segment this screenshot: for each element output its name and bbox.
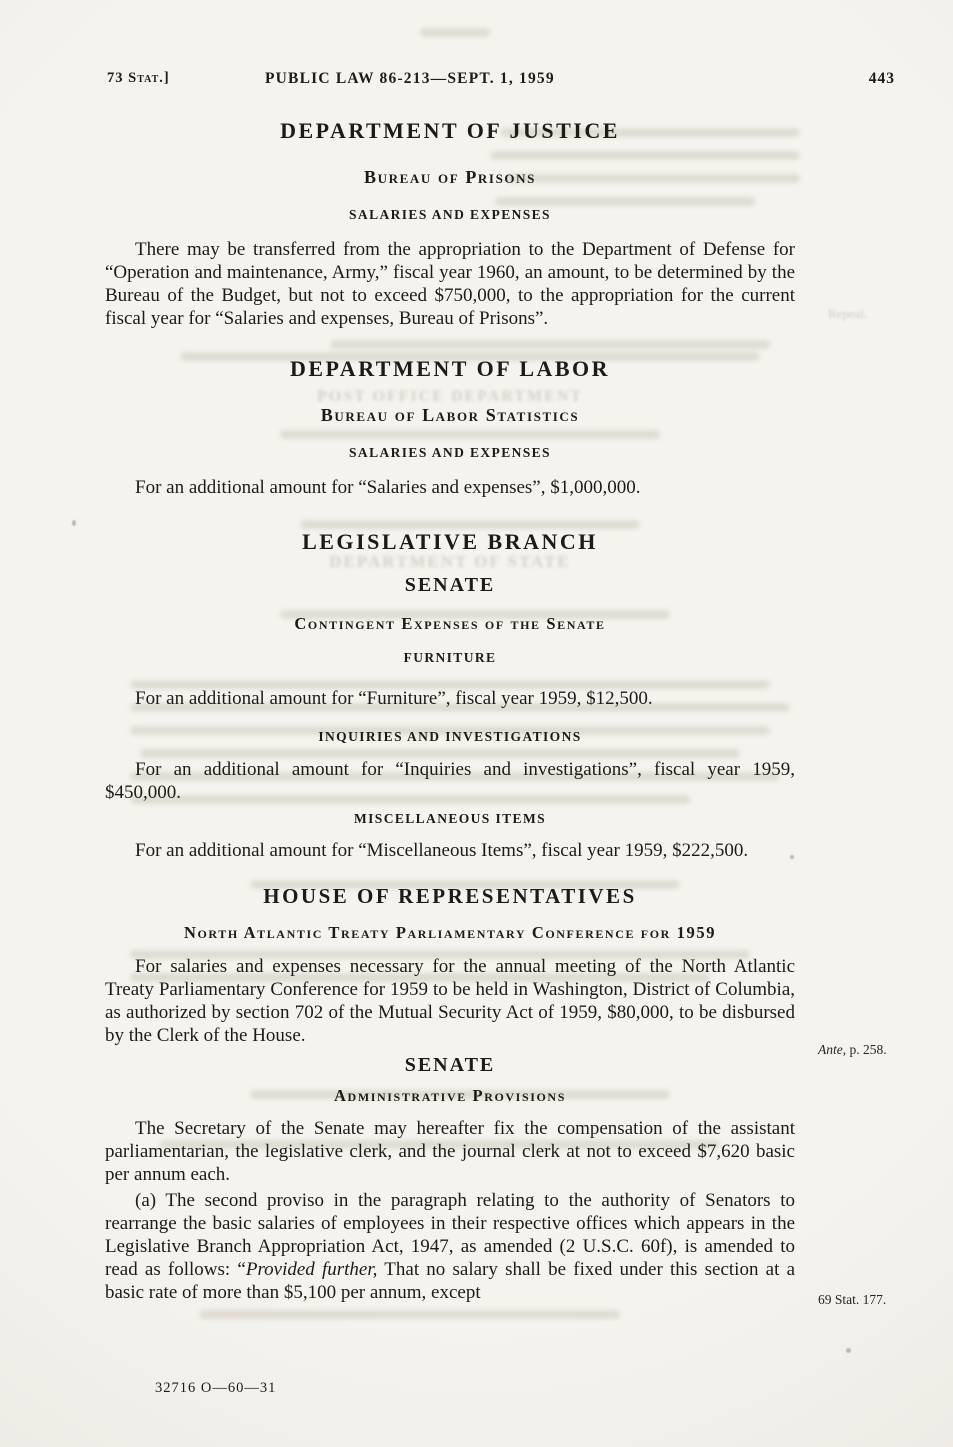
- legislative-title: LEGISLATIVE BRANCH: [302, 529, 598, 554]
- house-title: HOUSE OF REPRESENTATIVES: [263, 884, 637, 908]
- margin-note-ante-rest: p. 258.: [846, 1042, 887, 1057]
- senate-title: SENATE: [404, 574, 496, 596]
- miscellaneous-caption: MISCELLANEOUS ITEMS: [353, 811, 546, 826]
- admin-paragraph-2: [105, 1189, 795, 1304]
- contingent-expenses-heading: Contingent Expenses of the Senate: [294, 614, 606, 633]
- section-labor: [105, 356, 795, 499]
- scan-speck: [72, 520, 76, 526]
- nato-conference-heading: North Atlantic Treaty Parliamentary Conference for 1959: [183, 923, 717, 942]
- labor-caption: SALARIES AND EXPENSES: [349, 445, 551, 460]
- inquiries-paragraph: For an additional amount for “Inquiries and investigations”, fiscal year 1959, $450,000.: [105, 759, 795, 803]
- justice-paragraph: There may be transferred from the appropriation to the Department of Defense for “Operation and maintenance, Army,” fiscal year 1960, an amount, to be determined by the Bureau of the Budget, but not to exceed $750,000, to the appropriation for the current fiscal year for “Salaries and expenses, Bureau of Prisons”.: [105, 239, 795, 329]
- scan-speck: [846, 1348, 851, 1353]
- justice-caption: SALARIES AND EXPENSES: [349, 207, 551, 222]
- furniture-caption: FURNITURE: [403, 650, 497, 665]
- administrative-provisions-heading: Administrative Provisions: [334, 1086, 566, 1105]
- bleedthrough-smudge: [200, 1310, 620, 1319]
- section-justice: [105, 118, 795, 330]
- bleedthrough-margin-note: Repeal.: [828, 306, 868, 321]
- admin-paragraph-2-pre: (a) The second proviso in the paragraph relating to the authority of Senators to rearrange the basic salaries of employees in their respective offices which appears in the Legislative Branch Appropriation Act, 1947, as amended (2 U.S.C. 60f), is amended to read as follows: “: [105, 1190, 795, 1280]
- furniture-paragraph: For an additional amount for “Furniture”, fiscal year 1959, $12,500.: [135, 688, 653, 709]
- senate-admin-title: SENATE: [404, 1054, 496, 1076]
- justice-title: DEPARTMENT OF JUSTICE: [280, 118, 620, 143]
- running-header: [105, 70, 895, 92]
- admin-paragraph-1: The Secretary of the Senate may hereafter fix the compensation of the assistant parliamentarian, the legislative clerk, and the journal clerk at not to exceed $7,620 basic per annum each.: [105, 1118, 795, 1185]
- section-senate-admin: [105, 1054, 795, 1304]
- bleedthrough-text: DEPARTMENT OF STATE: [329, 552, 571, 571]
- bleedthrough-smudge: [420, 28, 490, 37]
- bleedthrough-text: POST OFFICE DEPARTMENT: [317, 388, 583, 405]
- margin-note-stat: 69 Stat. 177.: [818, 1292, 887, 1307]
- header-stat-citation: 73 Stat.]: [107, 70, 170, 86]
- miscellaneous-paragraph: For an additional amount for “Miscellaneous Items”, fiscal year 1959, $222,500.: [135, 840, 749, 861]
- header-law-title: PUBLIC LAW 86-213—SEPT. 1, 1959: [265, 70, 555, 87]
- section-house: [105, 884, 795, 1047]
- printer-imprint: 32716 O—60—31: [155, 1380, 277, 1396]
- labor-title: DEPARTMENT OF LABOR: [289, 356, 611, 381]
- section-legislative: [105, 529, 795, 862]
- admin-paragraph-2-post: That no salary shall be fixed under this section at a basic rate of more than $5,100 per annum, except: [105, 1259, 796, 1303]
- labor-bureau-heading: Bureau of Labor Statistics: [320, 405, 580, 425]
- header-page-number: 443: [868, 70, 895, 87]
- nato-paragraph: For salaries and expenses necessary for the annual meeting of the North Atlantic Treaty Parliamentary Conference for 1959 to be held in Washington, District of Columbia, as authorized by section 702 of the Mutual Security Act of 1959, $80,000, to be disbursed by the Clerk of the House.: [105, 956, 795, 1046]
- margin-note-ante-italic: Ante,: [818, 1042, 847, 1057]
- justice-bureau-heading: Bureau of Prisons: [364, 167, 536, 187]
- admin-paragraph-2-proviso: Provided further,: [245, 1259, 378, 1280]
- inquiries-caption: INQUIRIES AND INVESTIGATIONS: [318, 729, 582, 744]
- labor-paragraph: For an additional amount for “Salaries and expenses”, $1,000,000.: [135, 477, 641, 498]
- margin-note-ante: [818, 1042, 943, 1058]
